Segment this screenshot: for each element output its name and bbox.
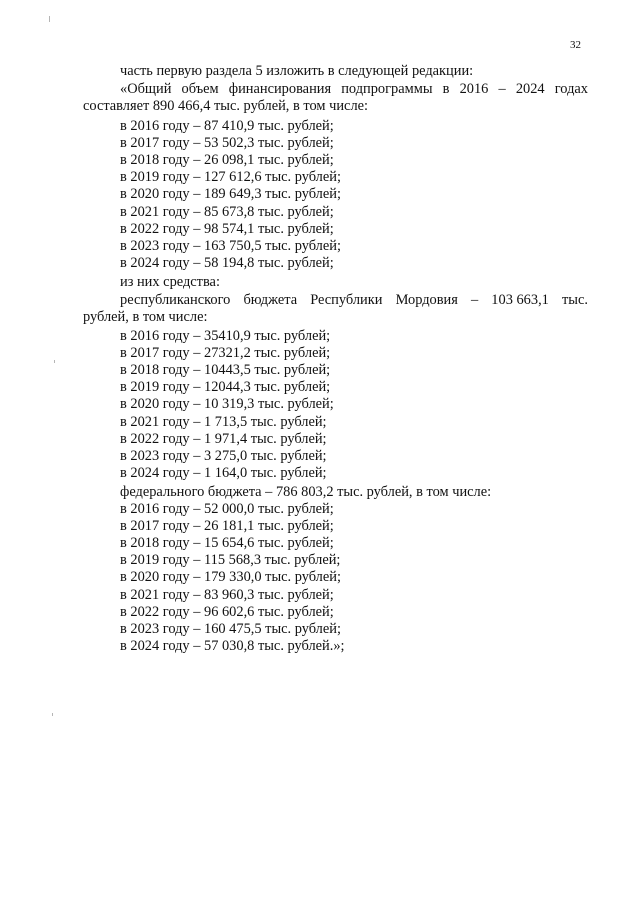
- word: –: [470, 292, 479, 308]
- quote-second-line: составляет 890 466,4 тыс. рублей, в том числе:: [83, 98, 369, 114]
- republic-year-line: в 2016 году – 35410,9 тыс. рублей;: [120, 328, 331, 344]
- total-year-line: в 2020 году – 189 649,3 тыс. рублей;: [120, 186, 341, 203]
- total-year-line: в 2024 году – 58 194,8 тыс. рублей;: [120, 254, 334, 271]
- word: подпрограммы: [341, 81, 433, 97]
- federal-year-line: в 2020 году – 179 330,0 тыс. рублей;: [120, 569, 341, 586]
- federal-budget-line: федерального бюджета – 786 803,2 тыс. рублей, в том числе:: [120, 484, 492, 500]
- federal-year-line: в 2016 году – 52 000,0 тыс. рублей;: [120, 501, 334, 517]
- total-year-line: в 2023 году – 163 750,5 тыс. рублей;: [120, 237, 341, 254]
- word: республиканского: [120, 292, 231, 308]
- republic-budget-second-line: рублей, в том числе:: [83, 309, 208, 325]
- scan-mark-top: [49, 16, 50, 22]
- word: Республики: [310, 292, 383, 308]
- word: 103 663,1: [491, 292, 549, 308]
- word: бюджета: [243, 292, 298, 308]
- republic-year-line: в 2023 году – 3 275,0 тыс. рублей;: [120, 447, 327, 464]
- republic-year-line: в 2024 году – 1 164,0 тыс. рублей;: [120, 464, 327, 481]
- word: 2024: [515, 81, 545, 97]
- republic-budget-first-line: [120, 292, 588, 309]
- federal-year-line: в 2017 году – 26 181,1 тыс. рублей;: [120, 518, 334, 535]
- word: 2016: [459, 81, 489, 97]
- federal-year-line: в 2024 году – 57 030,8 тыс. рублей.»;: [120, 637, 345, 654]
- federal-year-line: в 2021 году – 83 960,3 тыс. рублей;: [120, 586, 334, 603]
- page-number: 32: [570, 39, 581, 51]
- republic-year-line: в 2021 году – 1 713,5 тыс. рублей;: [120, 413, 327, 430]
- intro-paragraph: часть первую раздела 5 изложить в следующей редакции:: [120, 63, 474, 79]
- federal-year-line: в 2023 году – 160 475,5 тыс. рублей;: [120, 620, 341, 637]
- word: финансирования: [228, 81, 332, 97]
- word: «Общий: [120, 81, 172, 97]
- word: объем: [181, 81, 219, 97]
- republic-year-line: в 2017 году – 27321,2 тыс. рублей;: [120, 345, 331, 362]
- total-year-line: в 2021 году – 85 673,8 тыс. рублей;: [120, 203, 334, 220]
- republic-year-line: в 2019 году – 12044,3 тыс. рублей;: [120, 379, 331, 396]
- total-year-line: в 2016 году – 87 410,9 тыс. рублей;: [120, 118, 334, 134]
- federal-year-line: в 2019 году – 115 568,3 тыс. рублей;: [120, 552, 341, 569]
- republic-year-line: в 2020 году – 10 319,3 тыс. рублей;: [120, 396, 334, 413]
- federal-year-line: в 2018 году – 15 654,6 тыс. рублей;: [120, 535, 334, 552]
- funds-intro: из них средства:: [120, 274, 220, 290]
- republic-year-line: в 2022 году – 1 971,4 тыс. рублей;: [120, 430, 327, 447]
- federal-year-line: в 2022 году – 96 602,6 тыс. рублей;: [120, 603, 334, 620]
- scan-mark-middle: [54, 360, 55, 363]
- quote-first-line: [120, 81, 588, 98]
- total-year-line: в 2022 году – 98 574,1 тыс. рублей;: [120, 220, 334, 237]
- total-year-line: в 2018 году – 26 098,1 тыс. рублей;: [120, 152, 334, 169]
- total-year-line: в 2019 году – 127 612,6 тыс. рублей;: [120, 169, 341, 186]
- scan-mark-lower: [52, 713, 53, 716]
- word: тыс.: [561, 292, 588, 308]
- republic-year-line: в 2018 году – 10443,5 тыс. рублей;: [120, 362, 331, 379]
- word: годах: [554, 81, 588, 97]
- word: в: [442, 81, 450, 97]
- word: Мордовия: [395, 292, 458, 308]
- word: –: [498, 81, 506, 97]
- total-year-line: в 2017 году – 53 502,3 тыс. рублей;: [120, 135, 334, 152]
